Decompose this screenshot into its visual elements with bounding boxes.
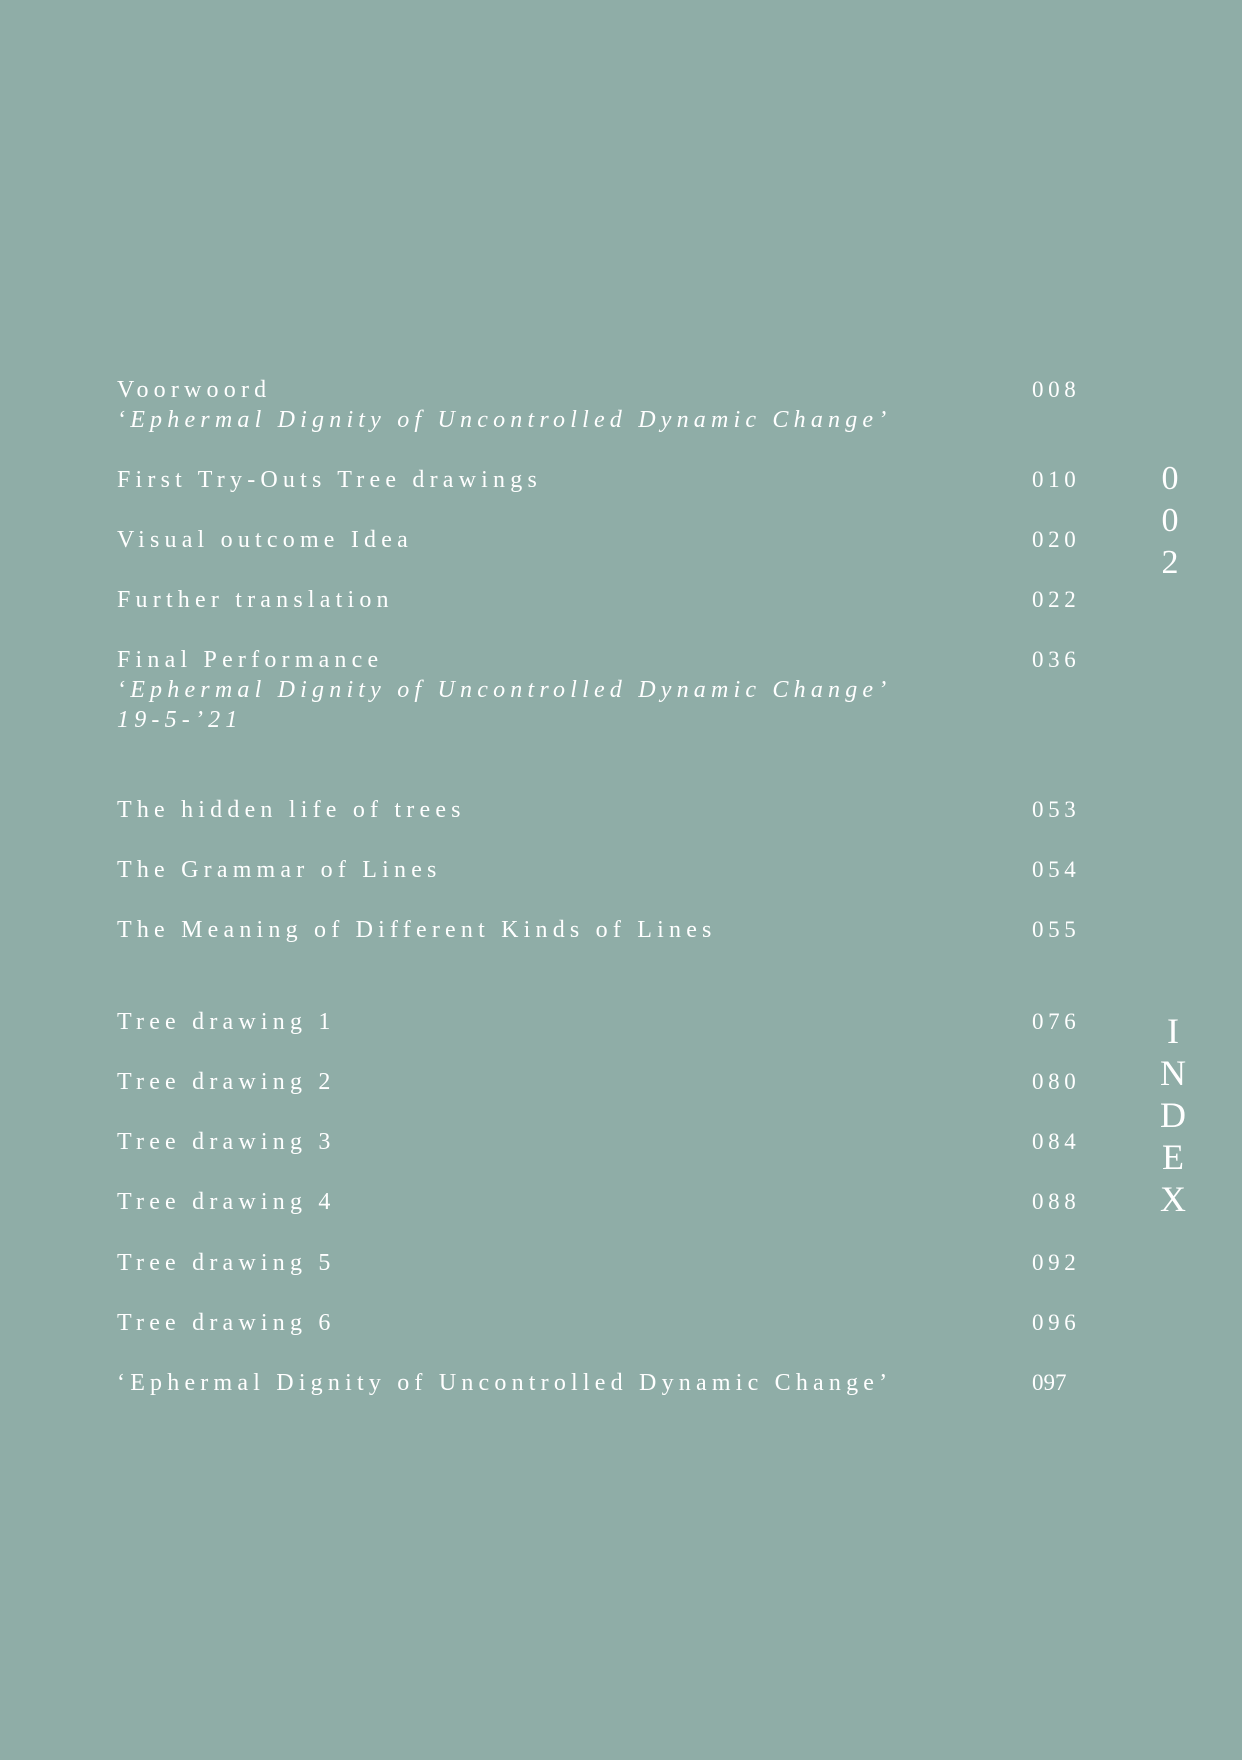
index-title-letter: N [1160, 1053, 1186, 1093]
entry-page-number: 084 [1032, 1129, 1081, 1154]
entry-page-number: 022 [1032, 587, 1081, 612]
page-number-digit: 2 [1161, 544, 1179, 581]
entry-title: Voorwoord [117, 377, 272, 403]
index-title-letter: X [1160, 1179, 1186, 1219]
entry-title: First Try-Outs Tree drawings [117, 467, 542, 493]
entry-title: ‘Ephermal Dignity of Uncontrolled Dynamic Change’ [117, 1370, 893, 1396]
entry-title: The Meaning of Different Kinds of Lines [117, 917, 717, 943]
entry-page-number: 055 [1032, 917, 1081, 942]
index-entry-further-translation [117, 585, 1017, 615]
index-title-letter: D [1160, 1095, 1186, 1135]
index-entry-tree-drawing-1 [117, 1007, 1017, 1037]
index-entry-final-performance [117, 645, 1017, 735]
entry-page-number: 054 [1032, 857, 1081, 882]
index-entry-grammar-of-lines [117, 855, 1017, 885]
entry-title: The hidden life of trees [117, 797, 466, 823]
index-title-letter: I [1167, 1011, 1179, 1051]
page-number-digit: 0 [1161, 460, 1179, 497]
index-entry-tree-drawing-3 [117, 1127, 1017, 1157]
entry-subtitle: ‘Ephermal Dignity of Uncontrolled Dynamic Change’ [117, 407, 892, 433]
page-number-vertical [1150, 458, 1190, 584]
entry-title: Tree drawing 4 [117, 1189, 336, 1215]
entry-subtitle: ‘Ephermal Dignity of Uncontrolled Dynamic Change’ [117, 677, 892, 703]
entry-page-number: 076 [1032, 1009, 1081, 1034]
entry-title: Final Performance [117, 647, 384, 673]
index-entry-tree-drawing-5 [117, 1248, 1017, 1278]
entry-title: Tree drawing 6 [117, 1310, 336, 1336]
entry-page-number: 092 [1032, 1250, 1081, 1275]
index-title-vertical [1150, 1010, 1196, 1220]
entry-page-number: 097 [1032, 1370, 1067, 1395]
index-title-letter: E [1162, 1137, 1184, 1177]
entry-page-number: 080 [1032, 1069, 1081, 1094]
index-entry-tree-drawing-4 [117, 1187, 1017, 1217]
entry-title: Tree drawing 3 [117, 1129, 336, 1155]
index-entry-visual-outcome [117, 525, 1017, 555]
entry-page-number: 053 [1032, 797, 1081, 822]
entry-title: Further translation [117, 587, 394, 613]
entry-page-number: 088 [1032, 1189, 1081, 1214]
index-entry-ephermal-dignity [117, 1368, 1017, 1398]
entry-title: Tree drawing 5 [117, 1250, 336, 1276]
index-entry-voorwoord [117, 375, 1017, 435]
entry-date: 19-5-’21 [117, 707, 243, 733]
index-entry-first-try-outs [117, 465, 1017, 495]
entry-page-number: 020 [1032, 527, 1081, 552]
entry-page-number: 096 [1032, 1310, 1081, 1335]
index-entry-meaning-of-lines [117, 915, 1017, 945]
entry-page-number: 010 [1032, 467, 1081, 492]
index-entry-tree-drawing-2 [117, 1067, 1017, 1097]
entry-title: Tree drawing 1 [117, 1009, 336, 1035]
entry-title: Visual outcome Idea [117, 527, 413, 553]
entry-page-number: 036 [1032, 647, 1081, 672]
entry-title: The Grammar of Lines [117, 857, 442, 883]
page-number-digit: 0 [1161, 502, 1179, 539]
index-entry-hidden-life [117, 795, 1017, 825]
entry-page-number: 008 [1032, 377, 1081, 402]
index-entry-tree-drawing-6 [117, 1308, 1017, 1338]
entry-title: Tree drawing 2 [117, 1069, 336, 1095]
